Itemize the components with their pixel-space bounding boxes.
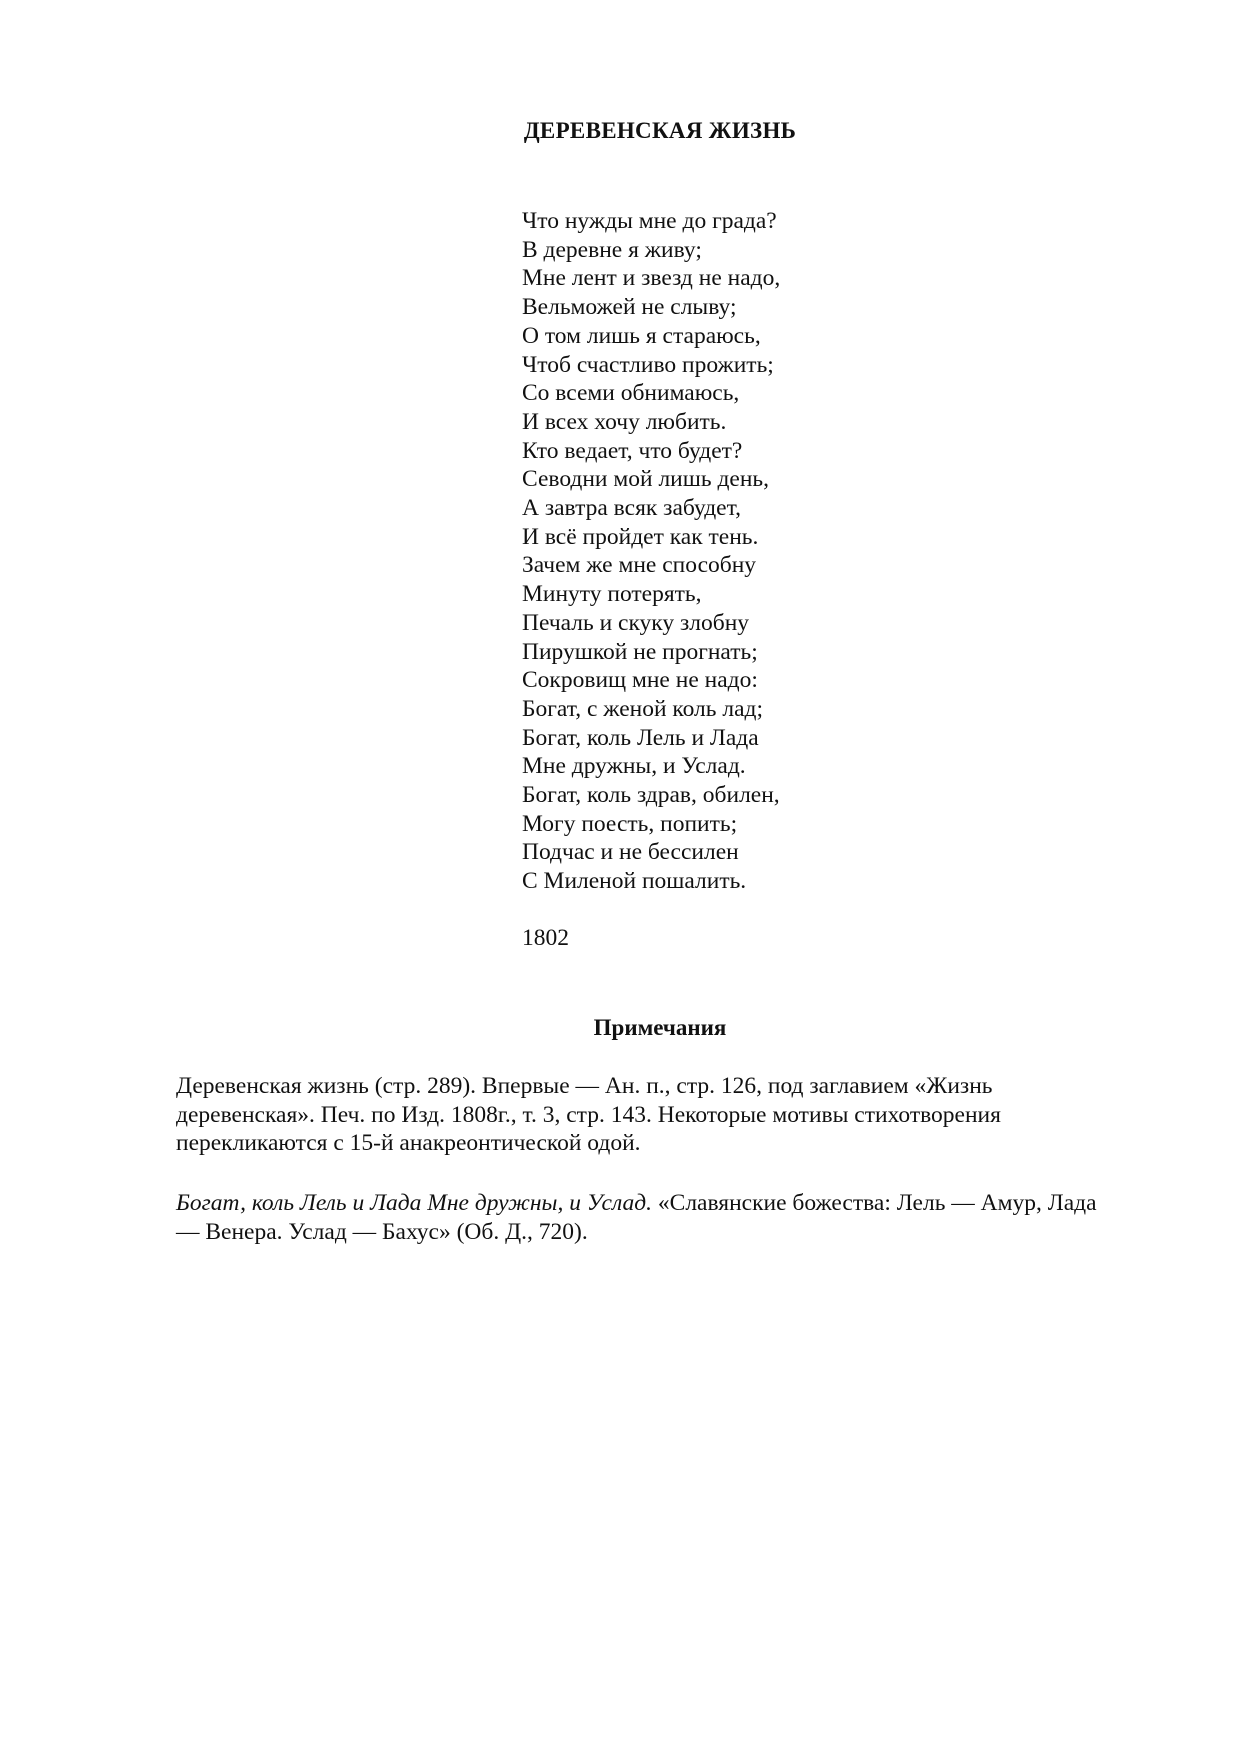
poem-year: 1802 <box>522 925 569 951</box>
poem-line: Пирушкой не прогнать; <box>522 638 758 665</box>
poem-text <box>522 207 780 896</box>
poem-line: Сокровищ мне не надо: <box>522 667 758 694</box>
poem-line: Богат, с женой коль лад; <box>522 695 764 722</box>
note-paragraph-quote <box>176 1189 1116 1246</box>
note-quote: Богат, коль Лель и Лада Мне дружны, и Услад. <box>176 1190 653 1216</box>
poem-line: Чтоб счастливо прожить; <box>522 351 774 378</box>
note-paragraph: Деревенская жизнь (стр. 289). Впервые — Ан. п., стр. 126, под заглавием «Жизнь деревенская». Печ. по Изд. 1808г., т. 3, стр. 143. Некоторые мотивы стихотворения перекликаются с 15-й анакреонтической одой. <box>176 1073 1001 1157</box>
poem-line: Что нужды мне до града? <box>522 208 777 234</box>
poem-line: О том лишь я стараюсь, <box>522 322 761 349</box>
poem-line: Со всеми обнимаюсь, <box>522 380 740 407</box>
poem-line: В деревне я живу; <box>522 236 702 263</box>
poem-line: И всех хочу любить. <box>522 408 727 435</box>
poem-line: Севодни мой лишь день, <box>522 466 770 493</box>
poem-line: И всё пройдет как тень. <box>522 523 759 550</box>
poem-line: Богат, коль здрав, обилен, <box>522 782 780 809</box>
poem-line: Минуту потерять, <box>522 581 702 608</box>
poem-line: Могу поесть, попить; <box>522 810 738 837</box>
poem-title: ДЕРЕВЕНСКАЯ ЖИЗНЬ <box>523 118 797 143</box>
poem-line: Печаль и скуку злобну <box>522 609 750 636</box>
poem-line: А завтра всяк забудет, <box>522 495 741 522</box>
poem-line: С Миленой пошалить. <box>522 868 747 895</box>
poem-line: Кто ведает, что будет? <box>522 437 743 464</box>
poem-line: Богат, коль Лель и Лада <box>522 724 759 751</box>
poem-line: Зачем же мне способну <box>522 552 757 579</box>
poem-line: Мне дружны, и Услад. <box>522 753 746 780</box>
poem-line: Подчас и не бессилен <box>522 839 739 866</box>
note-explanation: «Славянские божества: Лель — Амур, Лада — Венера. Услад — Бахус» (Об. Д., 720). <box>176 1190 1097 1245</box>
poem-line: Мне лент и звезд не надо, <box>522 265 781 292</box>
poem-line: Вельможей не слыву; <box>522 294 737 321</box>
notes-heading: Примечания <box>593 1015 727 1040</box>
